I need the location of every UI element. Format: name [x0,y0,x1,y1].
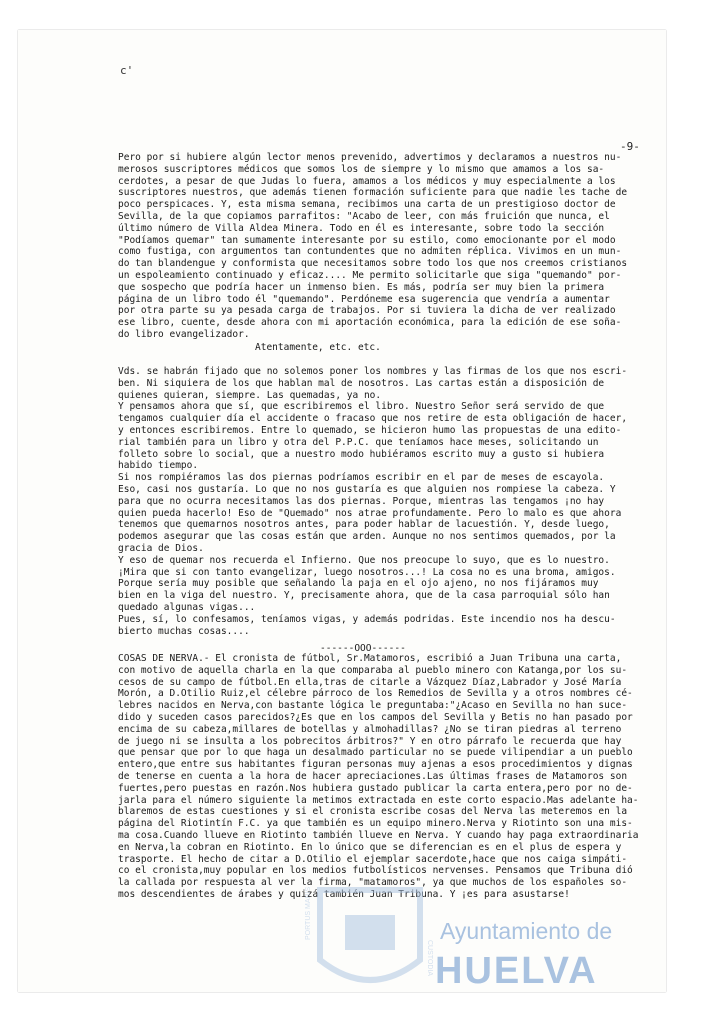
text-line: un espoleamiento continuado y eficaz.... Me permito solicitarle que siga "quemando" por- [118,269,622,281]
text-line: ben. Ni siquiera de los que hablan mal de nosotros. Las cartas están a disposición de [118,377,605,389]
text-line: folleto sobre lo social, que a nuestro modo hubiéramos escrito muy a gusto si hubiera [118,448,605,460]
text-line: tengamos cualquier día el accidente o fracaso que nos retire de esta obligación de hacer, [118,413,628,425]
text-line: de tenerse en cuenta a la hora de hacer apreciaciones.Las últimas frases de Matamoros son [118,770,628,782]
text-line: por otra parte su ya pesada carga de trabajos. Por si tuviera la dicha de ver realizado [118,305,616,317]
seal-text-right: CUSTODIA [426,940,433,977]
text-line: mos descendientes de árabes y quizá también Juan Tribuna. Y ¡es para asustarse! [118,888,570,900]
text-line: ma cosa.Cuando llueve en Riotinto también llueve en Nerva. Y cuando hay paga extraordinaria [118,829,639,841]
text-line: cerdotes, a pesar de que Judas lo fuera, amamos a los médicos y muy especialmente a los [118,175,616,187]
text-line: Y eso de quemar nos recuerda el Infierno. Que nos preocupe lo suyo, que es lo nuestro. [118,554,610,566]
text-line: ¡Mira que si con tanto evangelizar, luego nosotros...! La cosa no es una broma, amigos. [118,566,616,578]
text-line: Morón, a D.Otilio Ruiz,el célebre párroco de los Remedios de Sevilla y a otros nombres cé- [118,688,633,700]
text-line: para que no ocurra necesitamos las dos piernas. Porque, mientras las tengamos ¡no hay [118,495,605,507]
text-line: Eso, casi nos gustaría. Lo que no nos gustaría es que alguien nos rompiese la cabeza. Y [118,483,616,495]
watermark-line2: HUELVA [435,950,598,992]
letter-signoff: Atentamente, etc. etc. [255,342,381,353]
text-line: Pero por si hubiere algún lector menos prevenido, advertimos y declaramos a nuestros nu- [118,152,622,163]
text-line: merosos suscriptores médicos que somos los de siempre y lo mismo que amamos a los sa- [118,163,605,175]
letter-paragraph [118,152,638,341]
text-line: la callada por respuesta al ver la firma, "matamoros", ya que muchos de los españoles so- [118,877,628,889]
text-line: bien en la viga del nuestro. Y, precisamente ahora, que de la casa parroquial sólo han [118,590,610,602]
text-line: do libro evangelizador. [118,328,250,340]
watermark-line1: Ayuntamiento de [440,918,613,944]
text-line: blaremos de estas cuestiones y si el cronista escribe cosas del Nerva las meteremos en la [118,806,628,818]
text-line: Sevilla, de la que copiamos parrafitos: "Acabo de leer, con más fruición que nunca, el [118,210,610,222]
text-line: y entonces escribiremos. Entre lo quemado, se hicieron humo las propuestas de una edito- [118,424,622,436]
text-line: cesos de su campo de fútbol.En ella,tras de citarle a Vázquez Díaz,Labrador y José María [118,676,622,688]
text-line: gracia de Dios. [118,542,204,554]
stray-mark: c' [120,64,134,77]
text-line: suscriptores nuestros, que además tienen formación suficiente para que nadie les tache de [118,187,628,199]
text-line: trasporte. El hecho de citar a D.Otilio el ejemplar sacerdote,hace que nos caiga simpáti- [118,853,628,865]
text-line: habido tiempo. [118,460,199,472]
text-line: podemos asegurar que las cosas están que arden. Aunque no nos sentimos quemados, por la [118,531,616,543]
section-separator: ------OOO------ [320,643,406,654]
text-line: Porque sería muy posible que señalando la paja en el ojo ajeno, no nos fijáramos muy [118,578,599,590]
text-line: quienes quieran, siempre. Las quemadas, ya no. [118,389,382,401]
cosas-de-nerva-paragraph [118,653,638,901]
text-line: como fustiga, con argumentos tan contundentes que no admiten réplica. Vivimos en un mun- [118,246,622,258]
text-line: co el cronista,muy popular en los medios futbolísticos nervenses. Pensamos que Tribuna dió [118,865,633,877]
page-number: -9- [620,140,640,153]
text-line: de juego ni se insulta a los pobrecitos árbitros?" Y en otro párrafo le recuerda que hay [118,735,622,747]
text-line: quedado algunas vigas... [118,601,256,613]
text-line: que pensar que por lo que haga un desalmado particular no se puede vilipendiar a un pueblo [118,747,633,759]
text-line: página del Riotintín F.C. ya que también es un equipo minero.Nerva y Riotinto son una mis- [118,818,633,830]
seal-text-left: PORTUS MARIS [305,886,312,940]
text-line: dido y suceden casos parecidos?¿Es que en los campos del Sevilla y Betis no han pasado por [118,711,633,723]
text-line: rial también para un libro y otra del P.P.C. que teníamos hace meses, solicitando un [118,436,599,448]
text-line: con motivo de aquella charla en la que comparaba al pueblo minero con Katanga,por los su- [118,664,628,676]
text-line: Pues, sí, lo confesamos, teníamos vigas, y además podridas. Este incendio nos ha descu- [118,613,616,625]
text-line: lebres nacidos en Nerva,con bastante lógica le preguntaba:"¿Acaso en Sevilla no han suce- [118,700,628,712]
text-line: bierto muchas cosas.... [118,625,250,637]
text-line: Vds. se habrán fijado que no solemos poner los nombres y las firmas de los que nos escri- [118,366,628,377]
commentary-paragraph [118,366,638,637]
text-line: entero,que entre sus habitantes figuran personas muy ajenas a esos procedimientos y dignas [118,759,633,771]
text-line: Si nos rompiéramos las dos piernas podríamos escribir en el par de meses de escayola. [118,472,605,484]
text-line: COSAS DE NERVA.- El cronista de fútbol, Sr.Matamoros, escribió a Juan Tribuna una carta, [118,653,622,664]
text-line: tenemos que quemarnos nosotros antes, para poder hablar de lacuestión. Y, desde luego, [118,519,610,531]
text-line: "Podíamos quemar" tan sumamente interesante por su estilo, como emocionante por el modo [118,234,616,246]
text-line: que sospecho que podría hacer un inmenso bien. Es más, podría ser muy bien la primera [118,281,605,293]
text-line: página de un libro todo él "quemando". Perdóneme esa sugerencia que vendría a aumentar [118,293,610,305]
text-line: poco perspicaces. Y, esta misma semana, recibimos una carta de un prestigioso doctor de [118,199,616,211]
text-line: Y pensamos ahora que sí, que escribiremos el libro. Nuestro Señor será servido de que [118,401,605,413]
text-line: último número de Villa Aldea Minera. Todo en él es interesante, sobre todo la sección [118,222,605,234]
text-line: en Nerva,la cobran en Riotinto. En lo único que se diferencian es en el plus de espera y [118,841,622,853]
text-line: encima de su cabeza,millares de botellas y almohadillas? ¿No se tiran piedras al terreno [118,723,622,735]
text-line: quien pueda hacerlo! Eso de "Quemado" nos atrae profundamente. Pero lo malo es que ahora [118,507,622,519]
text-line: ese libro, cuente, desde ahora con mi aportación económica, para la edición de ese soña- [118,317,622,329]
text-line: fuertes,pero puestas en razón.Nos hubiera gustado publicar la carta entera,pero por no de- [118,782,633,794]
text-line: do tan blandengue y conformista que necesitamos sobre todo los que nos creemos cristianos [118,258,628,270]
text-line: jarla para el número siguiente la metimos extractada en este corto espacio.Mas adelante ha- [118,794,639,806]
